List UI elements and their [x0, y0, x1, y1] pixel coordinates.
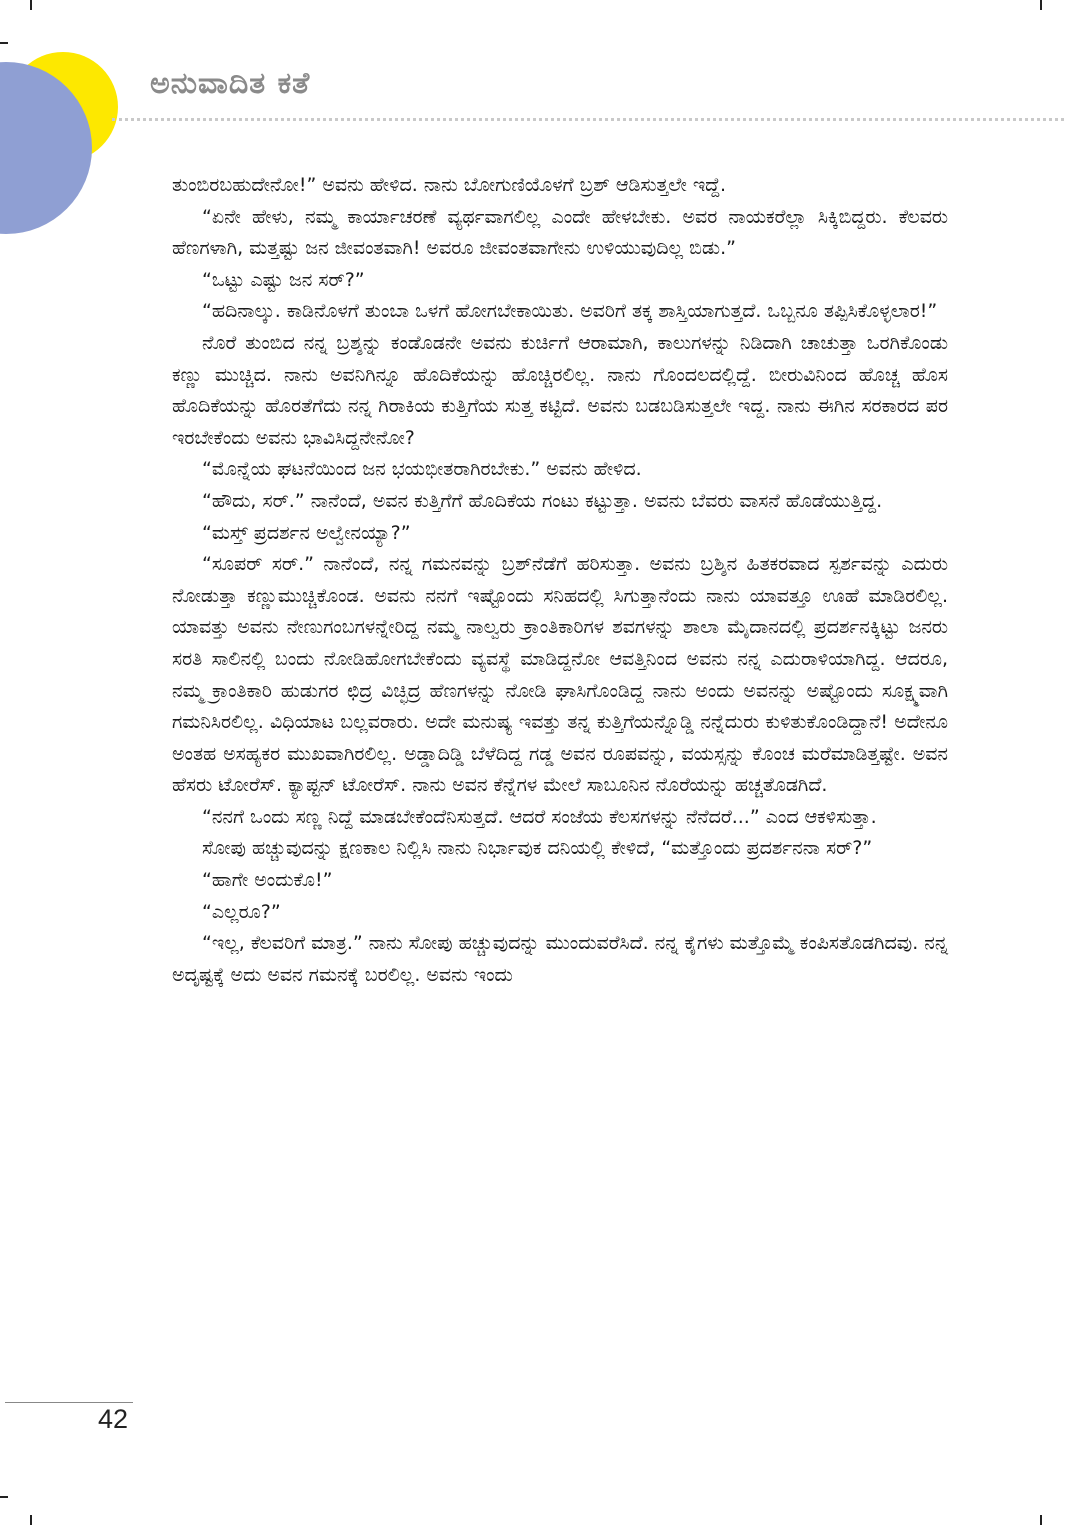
paragraph: ತುಂಬಿರಬಹುದೇನೋ!” ಅವನು ಹೇಳಿದ. ನಾನು ಬೋಗುಣಿಯೊಳಗೆ ಬ್ರಶ್ ಆಡಿಸುತ್ತಲೇ ಇದ್ದೆ.	[172, 174, 726, 196]
paragraph: “ಹಾಗೇ ಅಂದುಕೊ!”	[202, 869, 333, 892]
crop-mark-top-left	[30, 0, 32, 10]
paragraph: “ಹದಿನಾಲ್ಕು. ಕಾಡಿನೊಳಗೆ ತುಂಬಾ ಒಳಗೆ ಹೋಗಬೇಕಾಯಿತು. ಅವರಿಗೆ ತಕ್ಕ ಶಾಸ್ತಿಯಾಗುತ್ತದೆ. ಒಬ್ಬನೂ ತಪ್ಪಿಸಿಕೊಳ್ಳಲಾರ!”	[202, 300, 938, 323]
paragraph: “ಸೂಪರ್ ಸರ್.” ನಾನೆಂದೆ, ನನ್ನ ಗಮನವನ್ನು ಬ್ರಶ್‌ನೆಡೆಗೆ ಹರಿಸುತ್ತಾ. ಅವನು ಬ್ರಶ್ಶಿನ ಹಿತಕರವಾದ ಸ್ಪರ್ಶವನ್ನು ಎದುರು ನೋಡುತ್ತಾ ಕಣ್ಣುಮುಚ್ಚಿಕೊಂಡ. ಅವನು ನನಗೆ ಇಷ್ಟೊಂದು ಸನಿಹದಲ್ಲಿ ಸಿಗುತ್ತಾನೆಂದು ನಾನು ಯಾವತ್ತೂ ಊಹೆ ಮಾಡಿರಲಿಲ್ಲ. ಯಾವತ್ತು ಅವನು ನೇಣುಗಂಬಗಳನ್ನೇರಿದ್ದ ನಮ್ಮ ನಾಲ್ವರು ಕ್ರಾಂತಿಕಾರಿಗಳ ಶವಗಳನ್ನು ಶಾಲಾ ಮೈದಾನದಲ್ಲಿ ಪ್ರದರ್ಶನಕ್ಕಿಟ್ಟು ಜನರು ಸರತಿ ಸಾಲಿನಲ್ಲಿ ಬಂದು ನೋಡಿಹೋಗಬೇಕೆಂದು ವ್ಯವಸ್ಥೆ ಮಾಡಿದ್ದನೋ ಆವತ್ತಿನಿಂದ ಅವನು ನನ್ನ ಎದುರಾಳಿಯಾಗಿದ್ದ. ಆದರೂ, ನಮ್ಮ ಕ್ರಾಂತಿಕಾರಿ ಹುಡುಗರ ಛಿದ್ರ ವಿಚ್ಛಿದ್ರ ಹೆಣಗಳನ್ನು ನೋಡಿ ಘಾಸಿಗೊಂಡಿದ್ದ ನಾನು ಅಂದು ಅವನನ್ನು ಅಷ್ಟೊಂದು ಸೂಕ್ಷ್ಮವಾಗಿ ಗಮನಿಸಿರಲಿಲ್ಲ. ವಿಧಿಯಾಟ ಬಲ್ಲವರಾರು. ಅದೇ ಮನುಷ್ಯ ಇವತ್ತು ತನ್ನ ಕುತ್ತಿಗೆಯನ್ನೊಡ್ಡಿ ನನ್ನೆದುರು ಕುಳಿತುಕೊಂಡಿದ್ದಾನೆ! ಅದೇನೂ ಅಂತಹ ಅಸಹ್ಯಕರ ಮುಖವಾಗಿರಲಿಲ್ಲ. ಅಡ್ಡಾದಿಡ್ಡಿ ಬೆಳೆದಿದ್ದ ಗಡ್ಡ ಅವನ ರೂಪವನ್ನು, ವಯಸ್ಸನ್ನು ಕೊಂಚ ಮರೆಮಾಡಿತ್ತಷ್ಟೇ. ಅವನ ಹೆಸರು ಟೋರೆಸ್. ಕ್ಯಾಪ್ಟನ್ ಟೋರೆಸ್. ನಾನು ಅವನ ಕೆನ್ನೆಗಳ ಮೇಲೆ ಸಾಬೂನಿನ ನೊರೆಯನ್ನು ಹಚ್ಚತೊಡಗಿದೆ.	[172, 553, 948, 797]
paragraph: “ನನಗೆ ಒಂದು ಸಣ್ಣ ನಿದ್ದೆ ಮಾಡಬೇಕೆಂದೆನಿಸುತ್ತದೆ. ಆದರೆ ಸಂಜೆಯ ಕೆಲಸಗಳನ್ನು ನೆನೆದರೆ...” ಎಂದ ಆಕಳಿಸುತ್ತಾ.	[202, 805, 877, 828]
paragraph: “ಮಸ್ತ್ ಪ್ರದರ್ಶನ ಅಲ್ವೇನಯ್ಯಾ?”	[202, 521, 411, 544]
paragraph: “ಮೊನ್ನೆಯ ಘಟನೆಯಿಂದ ಜನ ಭಯಭೀತರಾಗಿರಬೇಕು.” ಅವನು ಹೇಳಿದ.	[202, 458, 642, 481]
header-dotted-divider	[112, 118, 1064, 121]
page-number: 42	[98, 1404, 129, 1434]
crop-mark-bottom-left	[30, 1515, 32, 1525]
footer-rule	[5, 1402, 133, 1403]
crop-mark-bottom-right	[1040, 1515, 1042, 1525]
paragraph: “ಏನೇ ಹೇಳು, ನಮ್ಮ ಕಾರ್ಯಾಚರಣೆ ವ್ಯರ್ಥವಾಗಲಿಲ್ಲ ಎಂದೇ ಹೇಳಬೇಕು. ಅವರ ನಾಯಕರೆಲ್ಲಾ ಸಿಕ್ಕಿಬಿದ್ದರು. ಕೆಲವರು ಹೆಣಗಳಾಗಿ, ಮತ್ತಷ್ಟು ಜನ ಜೀವಂತವಾಗಿ! ಅವರೂ ಜೀವಂತವಾಗೇನು ಉಳಿಯುವುದಿಲ್ಲ ಬಿಡು.”	[172, 205, 948, 260]
crop-mark-left-lower	[0, 1496, 8, 1498]
crop-mark-top-right	[1040, 0, 1042, 10]
paragraph: “ಹೌದು, ಸರ್.” ನಾನೆಂದೆ, ಅವನ ಕುತ್ತಿಗೆಗೆ ಹೊದಿಕೆಯ ಗಂಟು ಕಟ್ಟುತ್ತಾ. ಅವನು ಬೆವರು ವಾಸನೆ ಹೊಡೆಯುತ್ತಿದ್ದ.	[202, 489, 883, 512]
story-body	[172, 170, 948, 991]
crop-mark-left-upper	[0, 42, 8, 44]
paragraph: “ಒಟ್ಟು ಎಷ್ಟು ಜನ ಸರ್?”	[202, 268, 365, 291]
section-title: ಅನುವಾದಿತ ಕತೆ	[150, 66, 311, 101]
paragraph: ಸೋಪು ಹಚ್ಚುವುದನ್ನು ಕ್ಷಣಕಾಲ ನಿಲ್ಲಿಸಿ ನಾನು ನಿರ್ಭಾವುಕ ದನಿಯಲ್ಲಿ ಕೇಳಿದೆ, “ಮತ್ತೊಂದು ಪ್ರದರ್ಶನನಾ ಸರ್?”	[202, 837, 873, 860]
paragraph: “ಇಲ್ಲ, ಕೆಲವರಿಗೆ ಮಾತ್ರ.” ನಾನು ಸೋಪು ಹಚ್ಚುವುದನ್ನು ಮುಂದುವರೆಸಿದೆ. ನನ್ನ ಕೈಗಳು ಮತ್ತೊಮ್ಮೆ ಕಂಪಿಸತೊಡಗಿದವು. ನನ್ನ ಅದೃಷ್ಟಕ್ಕೆ ಅದು ಅವನ ಗಮನಕ್ಕೆ ಬರಲಿಲ್ಲ. ಅವನು ಇಂದು	[172, 932, 948, 986]
paragraph: “ಎಲ್ಲರೂ?”	[202, 900, 281, 923]
paragraph: ನೊರೆ ತುಂಬಿದ ನನ್ನ ಬ್ರಶ್ಶನ್ನು ಕಂಡೊಡನೇ ಅವನು ಕುರ್ಚಿಗೆ ಆರಾಮಾಗಿ, ಕಾಲುಗಳನ್ನು ನಿಡಿದಾಗಿ ಚಾಚುತ್ತಾ ಒರಗಿಕೊಂಡು ಕಣ್ಣು ಮುಚ್ಚಿದ. ನಾನು ಅವನಿಗಿನ್ನೂ ಹೊದಿಕೆಯನ್ನು ಹೊಚ್ಚಿರಲಿಲ್ಲ. ನಾನು ಗೊಂದಲದಲ್ಲಿದ್ದೆ. ಬೀರುವಿನಿಂದ ಹೊಚ್ಚ ಹೊಸ ಹೊದಿಕೆಯನ್ನು ಹೊರತೆಗೆದು ನನ್ನ ಗಿರಾಕಿಯ ಕುತ್ತಿಗೆಯ ಸುತ್ತ ಕಟ್ಟಿದೆ. ಅವನು ಬಡಬಡಿಸುತ್ತಲೇ ಇದ್ದ. ನಾನು ಈಗಿನ ಸರಕಾರದ ಪರ ಇರಬೇಕೆಂದು ಅವನು ಭಾವಿಸಿದ್ದನೇನೋ?	[172, 331, 948, 449]
